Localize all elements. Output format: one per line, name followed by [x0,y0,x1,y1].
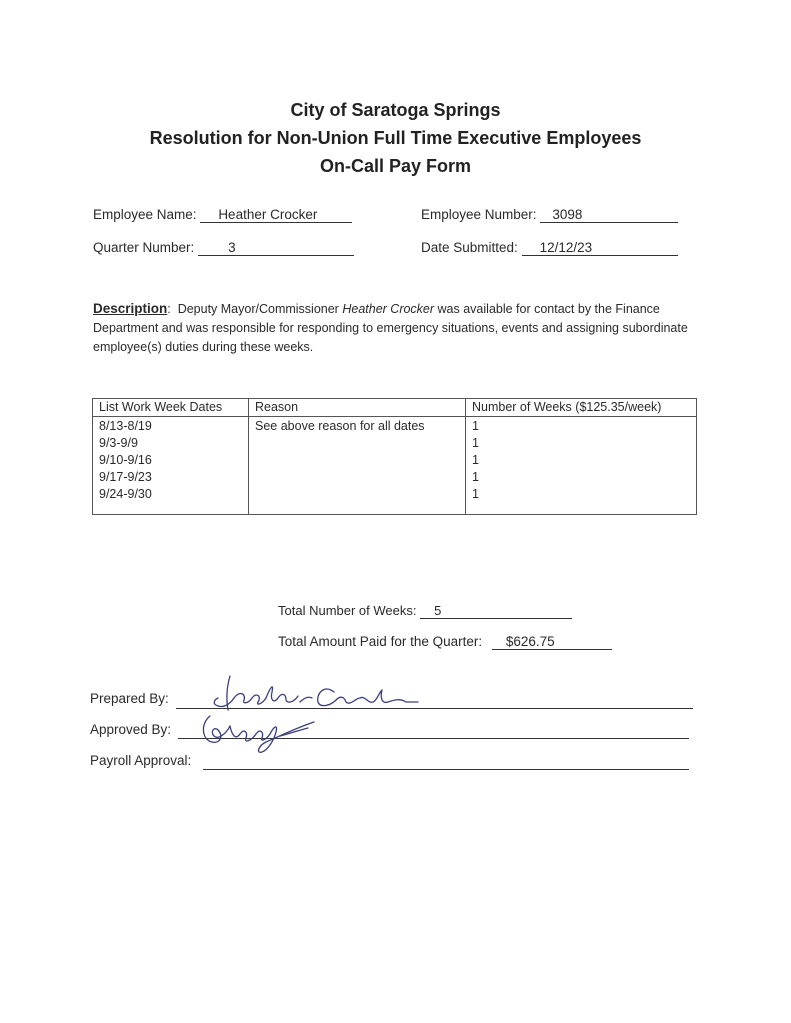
date-submitted-value: 12/12/23 [522,240,678,256]
description-label: Description [93,301,168,316]
date-range: 9/24-9/30 [99,487,152,501]
header-weeks: Number of Weeks ($125.35/week) [466,399,697,417]
employee-number-value: 3098 [540,207,678,223]
city-title: City of Saratoga Springs [290,100,501,120]
form-title: On-Call Pay Form [319,156,472,176]
work-weeks-table [92,398,697,515]
header-dates: List Work Week Dates [93,399,249,417]
description-text-after: was available for contact by the Finance Department and was responsible for responding to emergency situations, events and assigning subordinate employee(s) duties during these weeks. [93,302,688,354]
employee-number-field [421,207,678,223]
date-range: 9/10-9/16 [99,453,152,467]
total-amount-label: Total Amount Paid for the Quarter: [278,634,483,649]
total-amount-field [278,634,612,650]
employee-name-label: Employee Name: [93,207,197,222]
date-submitted-label: Date Submitted: [421,240,518,255]
approved-by-signature [196,706,326,758]
employee-number-label: Employee Number: [421,207,537,222]
week-count: 1 [472,487,479,501]
quarter-number-field [93,240,354,256]
payroll-approval-line [203,768,689,770]
quarter-number-value: 3 [198,240,354,256]
week-count: 1 [472,453,479,467]
total-weeks-label: Total Number of Weeks: [278,603,417,618]
dates-cell [93,417,249,515]
reason-cell [249,417,466,515]
week-count: 1 [472,436,479,450]
table-row [93,417,697,515]
weeks-cell [466,417,697,515]
quarter-number-label: Quarter Number: [93,240,195,255]
total-weeks-field [278,603,572,619]
table-header-row [93,399,697,417]
date-range: 9/3-9/9 [99,436,138,450]
total-weeks-value: 5 [420,603,572,619]
reason-text: See above reason for all dates [255,419,425,433]
date-range: 8/13-8/19 [99,419,152,433]
date-submitted-field [421,240,678,256]
employee-name-value: Heather Crocker [200,207,352,223]
week-count: 1 [472,419,479,433]
approved-by-label: Approved By: [90,722,172,737]
employee-name-field [93,207,352,223]
form-title-block [0,96,791,180]
date-range: 9/17-9/23 [99,470,152,484]
header-reason: Reason [249,399,466,417]
description-text-before: Deputy Mayor/Commissioner [177,302,339,316]
total-amount-value: $626.75 [492,634,612,650]
payroll-approval-label: Payroll Approval: [90,753,192,768]
description: Description: Deputy Mayor/Commissioner Heather Crocker was available for contact by the Finance Department and was responsible for responding to emergency situations, events and assigning subordinate employee(s) duties during these weeks. [93,301,688,354]
description-employee-name: Heather Crocker [342,302,435,316]
week-count: 1 [472,470,479,484]
prepared-by-label: Prepared By: [90,691,169,706]
resolution-title: Resolution for Non-Union Full Time Executive Employees [149,128,642,148]
